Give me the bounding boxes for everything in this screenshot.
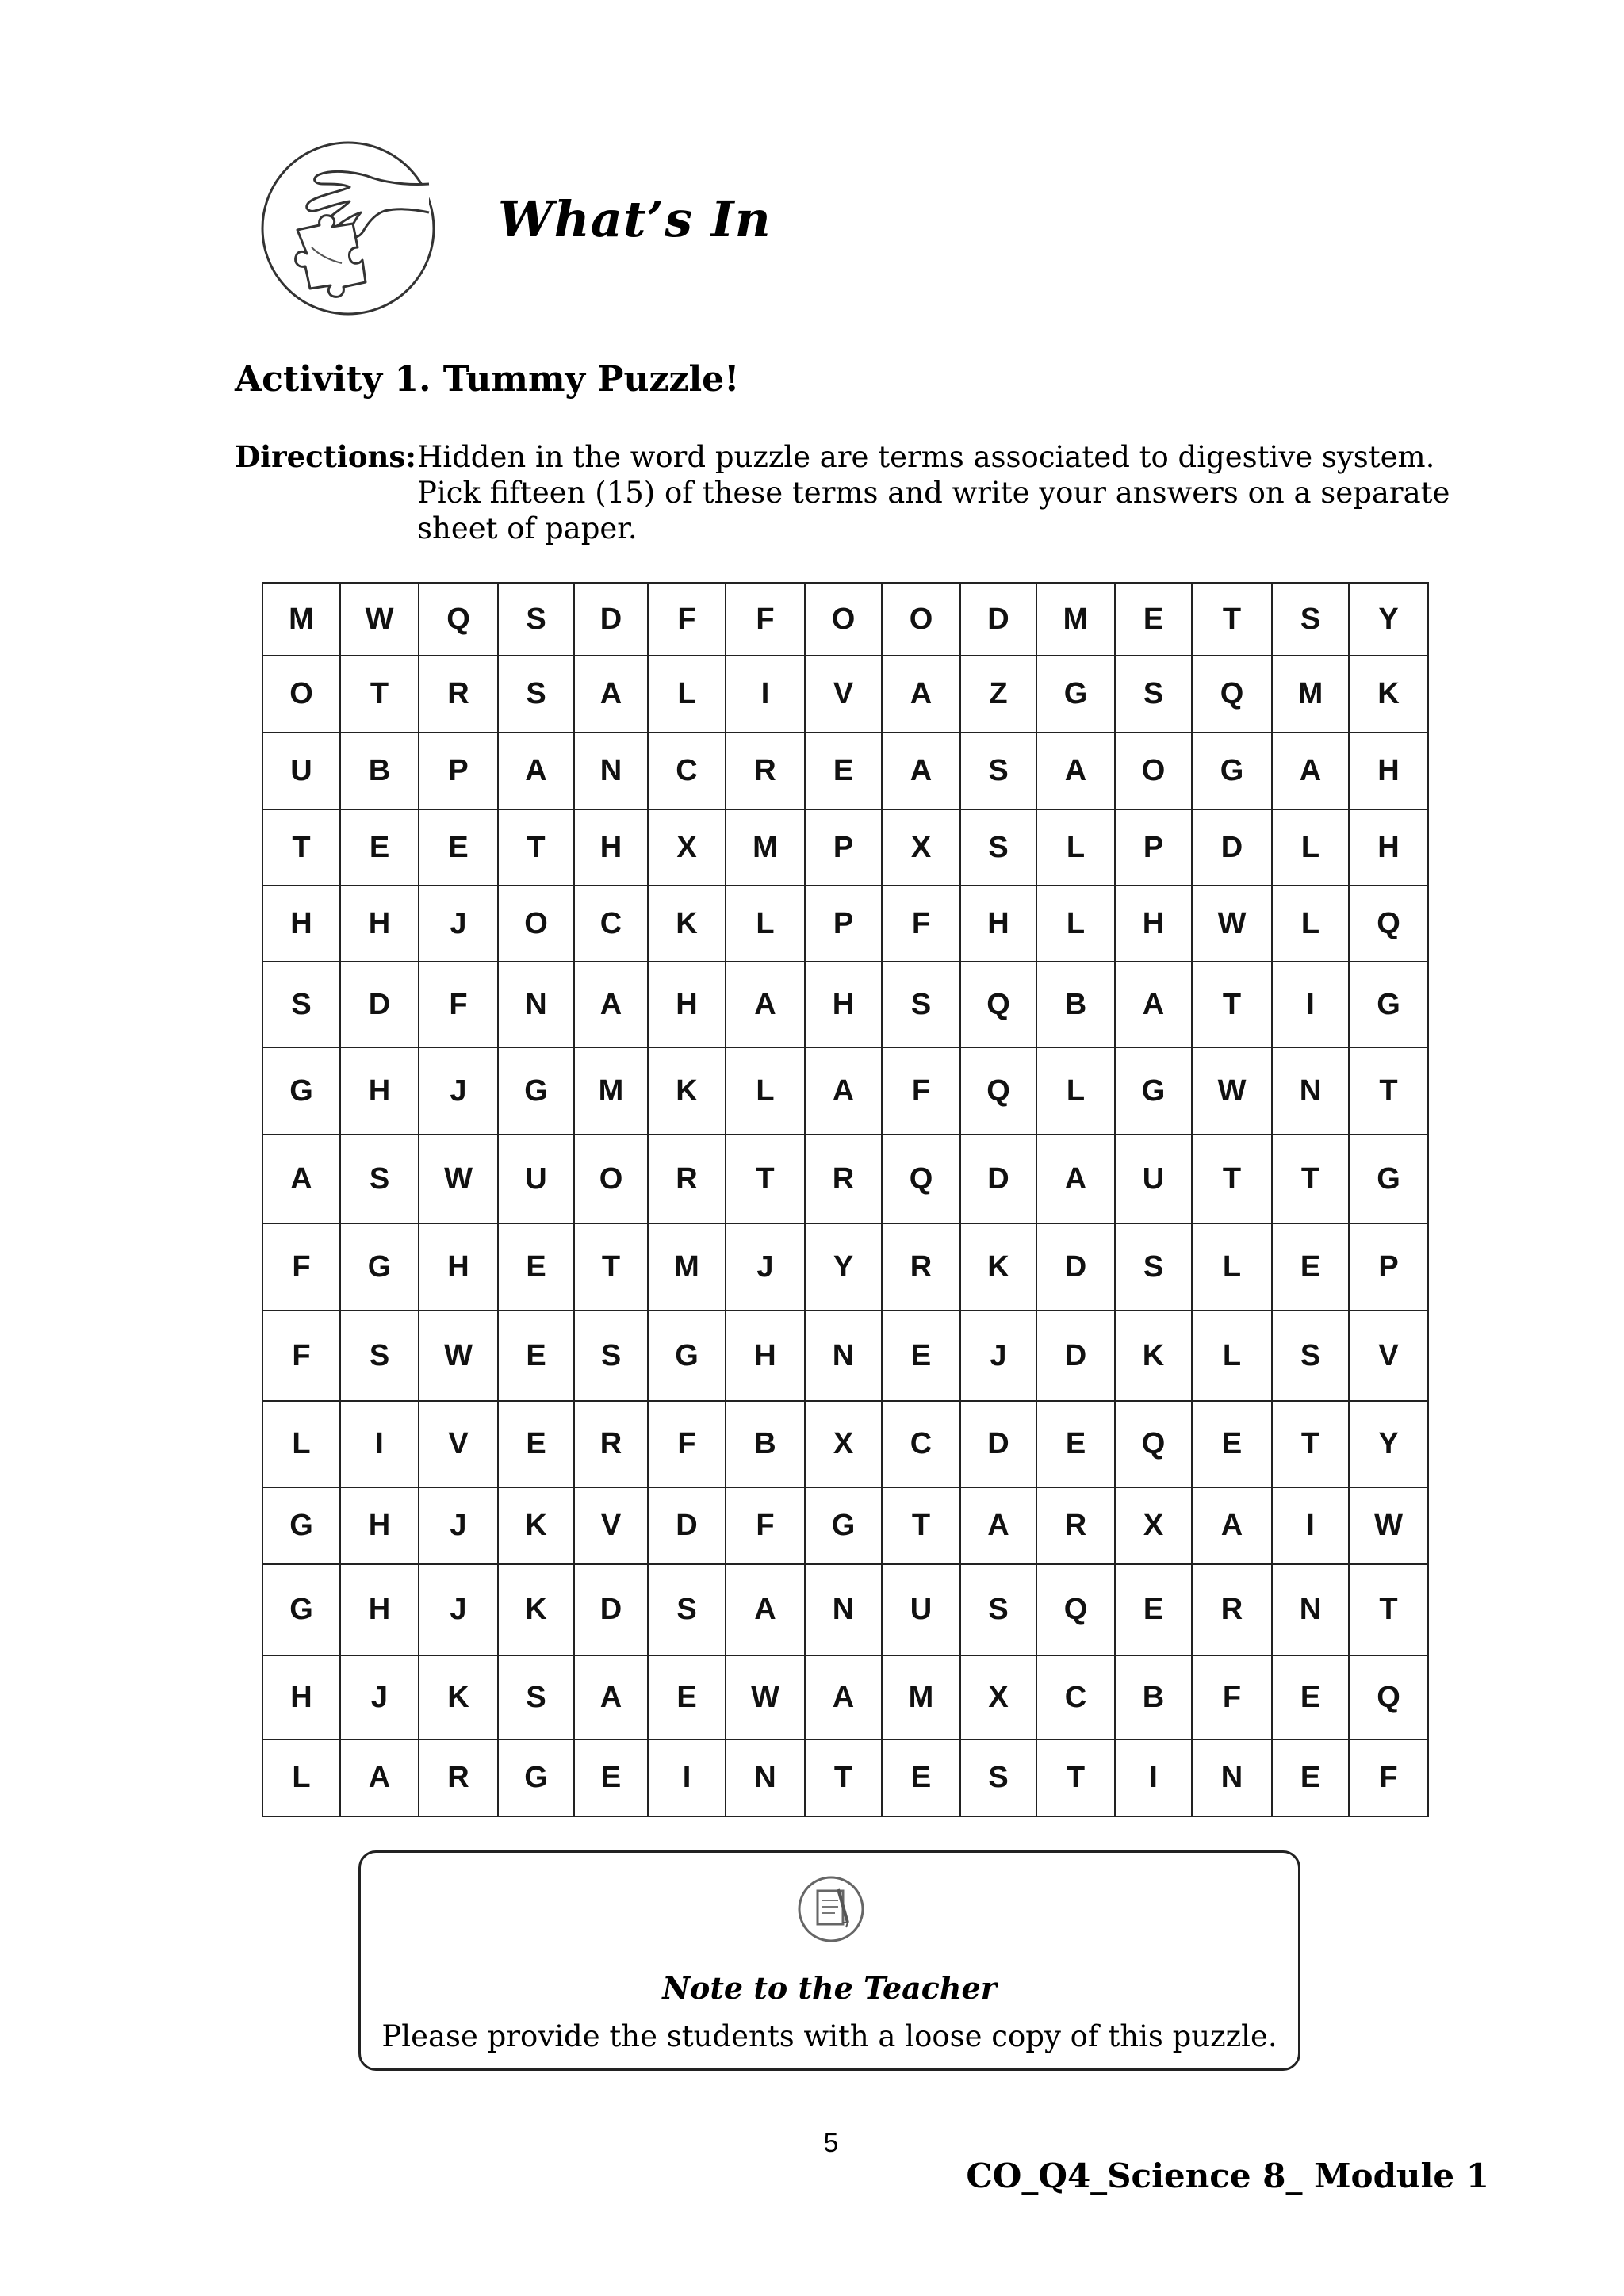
puzzle-cell: A xyxy=(340,1739,419,1816)
puzzle-cell: V xyxy=(419,1401,498,1487)
puzzle-row xyxy=(262,1311,1428,1401)
puzzle-cell: J xyxy=(419,1047,498,1135)
puzzle-cell: D xyxy=(960,1135,1036,1223)
puzzle-cell: C xyxy=(574,886,648,962)
puzzle-cell: H xyxy=(262,1655,340,1739)
puzzle-cell: D xyxy=(574,583,648,656)
puzzle-cell: K xyxy=(648,886,726,962)
puzzle-cell: T xyxy=(1272,1135,1349,1223)
puzzle-cell: I xyxy=(1272,962,1349,1047)
puzzle-cell: N xyxy=(1272,1564,1349,1655)
puzzle-cell: E xyxy=(882,1311,960,1401)
puzzle-cell: V xyxy=(805,656,882,733)
puzzle-cell: Y xyxy=(1349,583,1428,656)
puzzle-cell: D xyxy=(1036,1223,1115,1311)
puzzle-cell: G xyxy=(1036,656,1115,733)
puzzle-cell: K xyxy=(960,1223,1036,1311)
puzzle-cell: Q xyxy=(1115,1401,1192,1487)
puzzle-cell: G xyxy=(1349,1135,1428,1223)
puzzle-cell: S xyxy=(1115,1223,1192,1311)
puzzle-cell: U xyxy=(498,1135,574,1223)
section-title: What’s In xyxy=(498,190,772,248)
puzzle-cell: N xyxy=(805,1311,882,1401)
puzzle-cell: A xyxy=(574,1655,648,1739)
puzzle-hand-icon xyxy=(256,136,440,320)
puzzle-cell: F xyxy=(1192,1655,1272,1739)
puzzle-cell: E xyxy=(1115,583,1192,656)
puzzle-cell: T xyxy=(805,1739,882,1816)
teacher-note-box xyxy=(358,1850,1300,2071)
puzzle-cell: T xyxy=(1192,1135,1272,1223)
puzzle-row xyxy=(262,1487,1428,1564)
puzzle-cell: W xyxy=(419,1311,498,1401)
puzzle-cell: S xyxy=(498,583,574,656)
puzzle-cell: L xyxy=(1272,886,1349,962)
puzzle-cell: C xyxy=(1036,1655,1115,1739)
puzzle-cell: F xyxy=(262,1223,340,1311)
puzzle-cell: M xyxy=(574,1047,648,1135)
puzzle-row xyxy=(262,1135,1428,1223)
puzzle-cell: E xyxy=(1036,1401,1115,1487)
puzzle-row xyxy=(262,1655,1428,1739)
puzzle-cell: M xyxy=(726,809,805,886)
puzzle-cell: I xyxy=(1272,1487,1349,1564)
puzzle-cell: T xyxy=(340,656,419,733)
puzzle-cell: W xyxy=(1349,1487,1428,1564)
puzzle-cell: F xyxy=(648,583,726,656)
puzzle-cell: O xyxy=(262,656,340,733)
puzzle-cell: D xyxy=(340,962,419,1047)
puzzle-cell: H xyxy=(1349,733,1428,809)
puzzle-cell: A xyxy=(574,656,648,733)
puzzle-cell: K xyxy=(1349,656,1428,733)
puzzle-cell: K xyxy=(419,1655,498,1739)
puzzle-cell: Q xyxy=(882,1135,960,1223)
puzzle-cell: E xyxy=(882,1739,960,1816)
puzzle-cell: D xyxy=(648,1487,726,1564)
puzzle-cell: E xyxy=(805,733,882,809)
puzzle-cell: G xyxy=(262,1487,340,1564)
puzzle-cell: P xyxy=(805,809,882,886)
puzzle-cell: Q xyxy=(1192,656,1272,733)
puzzle-cell: X xyxy=(805,1401,882,1487)
puzzle-cell: L xyxy=(726,886,805,962)
puzzle-cell: M xyxy=(882,1655,960,1739)
puzzle-cell: F xyxy=(262,1311,340,1401)
puzzle-cell: E xyxy=(419,809,498,886)
puzzle-cell: L xyxy=(726,1047,805,1135)
puzzle-cell: A xyxy=(726,962,805,1047)
puzzle-cell: Y xyxy=(1349,1401,1428,1487)
word-search-grid xyxy=(262,582,1429,1817)
puzzle-cell: E xyxy=(1192,1401,1272,1487)
puzzle-cell: J xyxy=(726,1223,805,1311)
puzzle-cell: G xyxy=(1115,1047,1192,1135)
puzzle-cell: J xyxy=(419,1487,498,1564)
puzzle-cell: A xyxy=(1115,962,1192,1047)
puzzle-cell: D xyxy=(1036,1311,1115,1401)
puzzle-cell: O xyxy=(574,1135,648,1223)
puzzle-cell: F xyxy=(882,886,960,962)
puzzle-cell: D xyxy=(1192,809,1272,886)
puzzle-cell: R xyxy=(726,733,805,809)
puzzle-cell: F xyxy=(882,1047,960,1135)
puzzle-cell: P xyxy=(419,733,498,809)
puzzle-cell: X xyxy=(648,809,726,886)
puzzle-cell: H xyxy=(805,962,882,1047)
puzzle-cell: J xyxy=(419,1564,498,1655)
puzzle-cell: H xyxy=(1115,886,1192,962)
puzzle-cell: A xyxy=(882,656,960,733)
puzzle-cell: S xyxy=(882,962,960,1047)
puzzle-cell: R xyxy=(882,1223,960,1311)
puzzle-cell: E xyxy=(1115,1564,1192,1655)
puzzle-row xyxy=(262,1739,1428,1816)
puzzle-cell: E xyxy=(648,1655,726,1739)
puzzle-cell: O xyxy=(882,583,960,656)
puzzle-cell: N xyxy=(498,962,574,1047)
puzzle-cell: A xyxy=(882,733,960,809)
puzzle-cell: N xyxy=(726,1739,805,1816)
puzzle-cell: W xyxy=(340,583,419,656)
puzzle-cell: W xyxy=(726,1655,805,1739)
puzzle-cell: R xyxy=(419,1739,498,1816)
puzzle-cell: G xyxy=(498,1739,574,1816)
puzzle-row xyxy=(262,733,1428,809)
puzzle-cell: G xyxy=(805,1487,882,1564)
puzzle-cell: T xyxy=(1192,583,1272,656)
puzzle-cell: G xyxy=(1192,733,1272,809)
puzzle-cell: I xyxy=(340,1401,419,1487)
puzzle-cell: H xyxy=(419,1223,498,1311)
puzzle-cell: C xyxy=(648,733,726,809)
puzzle-cell: K xyxy=(498,1564,574,1655)
puzzle-cell: T xyxy=(1349,1047,1428,1135)
puzzle-cell: G xyxy=(648,1311,726,1401)
directions-label: Directions: xyxy=(235,439,416,474)
puzzle-cell: O xyxy=(805,583,882,656)
puzzle-cell: T xyxy=(1349,1564,1428,1655)
puzzle-row xyxy=(262,1401,1428,1487)
puzzle-cell: H xyxy=(340,886,419,962)
puzzle-cell: E xyxy=(1272,1223,1349,1311)
puzzle-cell: R xyxy=(419,656,498,733)
puzzle-cell: Q xyxy=(960,962,1036,1047)
puzzle-cell: S xyxy=(340,1135,419,1223)
puzzle-cell: L xyxy=(1036,886,1115,962)
puzzle-cell: A xyxy=(1036,733,1115,809)
puzzle-cell: T xyxy=(1036,1739,1115,1816)
puzzle-row xyxy=(262,1047,1428,1135)
puzzle-row xyxy=(262,583,1428,656)
puzzle-cell: I xyxy=(648,1739,726,1816)
puzzle-cell: F xyxy=(648,1401,726,1487)
puzzle-cell: T xyxy=(726,1135,805,1223)
puzzle-cell: O xyxy=(1115,733,1192,809)
puzzle-cell: A xyxy=(1036,1135,1115,1223)
puzzle-cell: R xyxy=(1036,1487,1115,1564)
puzzle-cell: A xyxy=(1272,733,1349,809)
puzzle-cell: X xyxy=(882,809,960,886)
page-number: 5 xyxy=(823,2128,839,2158)
puzzle-cell: S xyxy=(262,962,340,1047)
puzzle-cell: T xyxy=(882,1487,960,1564)
puzzle-cell: T xyxy=(498,809,574,886)
puzzle-cell: I xyxy=(1115,1739,1192,1816)
puzzle-cell: T xyxy=(262,809,340,886)
puzzle-cell: W xyxy=(419,1135,498,1223)
puzzle-cell: H xyxy=(1349,809,1428,886)
puzzle-cell: G xyxy=(262,1047,340,1135)
puzzle-cell: N xyxy=(805,1564,882,1655)
puzzle-cell: H xyxy=(726,1311,805,1401)
puzzle-cell: F xyxy=(1349,1739,1428,1816)
puzzle-cell: B xyxy=(726,1401,805,1487)
note-body: Please provide the students with a loose copy of this puzzle. xyxy=(381,2019,1277,2053)
puzzle-cell: O xyxy=(498,886,574,962)
puzzle-cell: H xyxy=(340,1487,419,1564)
puzzle-cell: S xyxy=(574,1311,648,1401)
puzzle-cell: M xyxy=(1036,583,1115,656)
puzzle-cell: Q xyxy=(1349,1655,1428,1739)
puzzle-cell: A xyxy=(1192,1487,1272,1564)
puzzle-cell: R xyxy=(574,1401,648,1487)
puzzle-cell: R xyxy=(648,1135,726,1223)
puzzle-cell: B xyxy=(340,733,419,809)
puzzle-cell: N xyxy=(574,733,648,809)
puzzle-cell: B xyxy=(1036,962,1115,1047)
puzzle-cell: A xyxy=(498,733,574,809)
puzzle-cell: S xyxy=(498,1655,574,1739)
puzzle-cell: S xyxy=(648,1564,726,1655)
puzzle-cell: S xyxy=(960,733,1036,809)
puzzle-cell: G xyxy=(262,1564,340,1655)
puzzle-cell: L xyxy=(648,656,726,733)
puzzle-cell: B xyxy=(1115,1655,1192,1739)
puzzle-row xyxy=(262,1223,1428,1311)
teacher-note-icon xyxy=(795,1873,867,1945)
puzzle-cell: P xyxy=(805,886,882,962)
puzzle-cell: E xyxy=(498,1223,574,1311)
directions-line: sheet of paper. xyxy=(417,511,638,545)
directions-text xyxy=(417,439,1472,546)
puzzle-cell: N xyxy=(1272,1047,1349,1135)
puzzle-cell: M xyxy=(262,583,340,656)
puzzle-cell: S xyxy=(340,1311,419,1401)
puzzle-cell: A xyxy=(574,962,648,1047)
puzzle-cell: E xyxy=(498,1311,574,1401)
puzzle-cell: G xyxy=(1349,962,1428,1047)
puzzle-cell: A xyxy=(805,1655,882,1739)
puzzle-cell: A xyxy=(805,1047,882,1135)
activity-title: Activity 1. Tummy Puzzle! xyxy=(235,359,740,400)
puzzle-cell: E xyxy=(498,1401,574,1487)
puzzle-cell: K xyxy=(1115,1311,1192,1401)
puzzle-cell: E xyxy=(1272,1655,1349,1739)
puzzle-cell: V xyxy=(1349,1311,1428,1401)
puzzle-cell: V xyxy=(574,1487,648,1564)
puzzle-cell: H xyxy=(262,886,340,962)
puzzle-cell: R xyxy=(805,1135,882,1223)
puzzle-cell: L xyxy=(1192,1223,1272,1311)
puzzle-cell: L xyxy=(1192,1311,1272,1401)
puzzle-row xyxy=(262,962,1428,1047)
puzzle-cell: F xyxy=(419,962,498,1047)
puzzle-cell: D xyxy=(574,1564,648,1655)
puzzle-cell: R xyxy=(1192,1564,1272,1655)
puzzle-cell: D xyxy=(960,583,1036,656)
puzzle-cell: Q xyxy=(960,1047,1036,1135)
puzzle-cell: H xyxy=(574,809,648,886)
directions-line: Pick fifteen (15) of these terms and write your answers on a separate xyxy=(417,476,1450,510)
puzzle-cell: Q xyxy=(1349,886,1428,962)
puzzle-cell: K xyxy=(648,1047,726,1135)
puzzle-cell: G xyxy=(498,1047,574,1135)
puzzle-cell: S xyxy=(1272,1311,1349,1401)
puzzle-cell: P xyxy=(1115,809,1192,886)
puzzle-cell: E xyxy=(574,1739,648,1816)
puzzle-cell: W xyxy=(1192,1047,1272,1135)
puzzle-cell: X xyxy=(1115,1487,1192,1564)
puzzle-row xyxy=(262,1564,1428,1655)
puzzle-cell: N xyxy=(1192,1739,1272,1816)
note-title: Note to the Teacher xyxy=(662,1970,997,2006)
puzzle-cell: S xyxy=(960,1739,1036,1816)
puzzle-cell: T xyxy=(1192,962,1272,1047)
puzzle-cell: I xyxy=(726,656,805,733)
puzzle-row xyxy=(262,809,1428,886)
puzzle-cell: L xyxy=(262,1401,340,1487)
puzzle-cell: E xyxy=(340,809,419,886)
puzzle-cell: E xyxy=(1272,1739,1349,1816)
puzzle-cell: T xyxy=(1272,1401,1349,1487)
puzzle-cell: T xyxy=(574,1223,648,1311)
puzzle-cell: G xyxy=(340,1223,419,1311)
puzzle-cell: H xyxy=(648,962,726,1047)
puzzle-cell: L xyxy=(262,1739,340,1816)
puzzle-cell: J xyxy=(419,886,498,962)
puzzle-cell: U xyxy=(1115,1135,1192,1223)
puzzle-cell: X xyxy=(960,1655,1036,1739)
puzzle-cell: W xyxy=(1192,886,1272,962)
puzzle-cell: L xyxy=(1036,1047,1115,1135)
puzzle-row xyxy=(262,886,1428,962)
puzzle-cell: M xyxy=(1272,656,1349,733)
puzzle-cell: S xyxy=(498,656,574,733)
puzzle-cell: S xyxy=(960,1564,1036,1655)
puzzle-cell: A xyxy=(960,1487,1036,1564)
puzzle-cell: D xyxy=(960,1401,1036,1487)
puzzle-cell: J xyxy=(960,1311,1036,1401)
puzzle-cell: F xyxy=(726,583,805,656)
puzzle-cell: U xyxy=(882,1564,960,1655)
puzzle-cell: A xyxy=(262,1135,340,1223)
puzzle-cell: C xyxy=(882,1401,960,1487)
puzzle-cell: A xyxy=(726,1564,805,1655)
puzzle-cell: L xyxy=(1036,809,1115,886)
puzzle-cell: Y xyxy=(805,1223,882,1311)
puzzle-cell: J xyxy=(340,1655,419,1739)
puzzle-row xyxy=(262,656,1428,733)
puzzle-cell: S xyxy=(1115,656,1192,733)
puzzle-cell: Z xyxy=(960,656,1036,733)
puzzle-cell: K xyxy=(498,1487,574,1564)
puzzle-cell: S xyxy=(960,809,1036,886)
puzzle-cell: H xyxy=(340,1047,419,1135)
puzzle-cell: M xyxy=(648,1223,726,1311)
puzzle-cell: U xyxy=(262,733,340,809)
puzzle-cell: F xyxy=(726,1487,805,1564)
puzzle-cell: Q xyxy=(419,583,498,656)
puzzle-cell: H xyxy=(340,1564,419,1655)
directions-line: Hidden in the word puzzle are terms associated to digestive system. xyxy=(417,440,1435,474)
puzzle-cell: P xyxy=(1349,1223,1428,1311)
footer-module-code: CO_Q4_Science 8_ Module 1 xyxy=(966,2156,1489,2195)
puzzle-cell: Q xyxy=(1036,1564,1115,1655)
puzzle-cell: H xyxy=(960,886,1036,962)
puzzle-cell: L xyxy=(1272,809,1349,886)
puzzle-cell: S xyxy=(1272,583,1349,656)
